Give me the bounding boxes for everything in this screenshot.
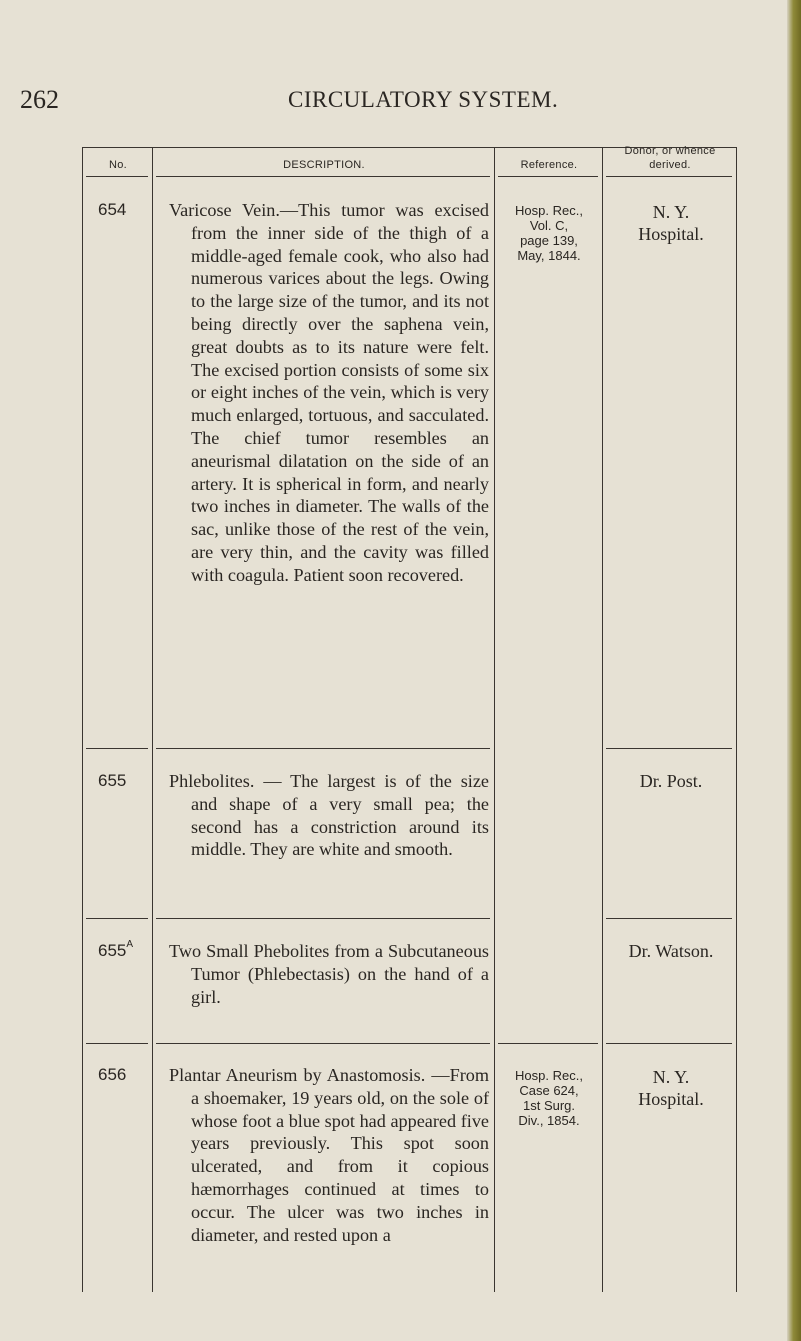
- running-head: CIRCULATORY SYSTEM.: [288, 87, 559, 112]
- entry-number: $655^A$: [98, 939, 134, 960]
- header-rule-reference: [498, 176, 598, 177]
- entry-reference: Hosp. Rec., Vol. C, page 139, May, 1844.: [515, 203, 583, 263]
- entry-reference: Hosp. Rec., Case 624, 1st Surg. Div., 1854.: [515, 1068, 583, 1128]
- entry-donor: N. Y. Hospital.: [638, 1067, 704, 1109]
- row-rule: [86, 1043, 148, 1044]
- row-rule: [606, 748, 732, 749]
- entry-description: Varicose Vein.—This tumor was excised from the inner side of the thigh of a middle-aged female cook, who also had numerous varices about the legs. Owing to the large size of the tumor, and its not being directly over the saphena vein, great doubts as to its nature were felt. The excised portion consists of some six or eight inches of the vein, which is very much enlarged, tortuous, and sacculated. The chief tumor resembles an aneurismal dilatation on the side of an artery. It is spherical in form, and nearly two inches in diameter. The walls of the sac, unlike those of the rest of the vein, are very thin, and the cavity was filled with coagula. Patient soon recovered.: [169, 200, 489, 585]
- header-rule-donor: [606, 176, 732, 177]
- row-rule: [156, 1043, 490, 1044]
- column-rule-reference: [602, 147, 603, 1292]
- entry-description: Plantar Aneurism by Anastomosis. —From a shoemaker, 19 years old, on the sole of whose foot a blue spot had appeared five years previously. This spot soon ulcerated, and from it copious hæmorrhages continued at times to occur. The ulcer was two inches in diameter, and rested upon a: [169, 1065, 489, 1245]
- column-rule-description: [494, 147, 495, 1292]
- entry-description: Two Small Phebolites from a Subcutaneous Tumor (Phlebectasis) on the hand of a girl.: [169, 941, 489, 1007]
- page-number: 262: [20, 85, 59, 114]
- header-rule-no: [86, 176, 148, 177]
- column-header-description: DESCRIPTION.: [283, 159, 365, 171]
- entry-number: 654: [98, 200, 127, 219]
- column-rule-no: [152, 147, 153, 1292]
- entry-description: Phlebolites. — The largest is of the size and shape of a very small pea; the second has a constriction around its middle. They are white and smooth.: [169, 771, 489, 860]
- table-left-rule: [82, 147, 83, 1292]
- entry-number-superscript: A: [126, 939, 134, 950]
- table-right-rule: [736, 147, 737, 1292]
- entry-number: 656: [98, 1065, 127, 1084]
- column-header-donor-line1: Donor, or whence: [624, 145, 716, 157]
- column-header-no: No.: [108, 159, 128, 171]
- page-edge: [787, 0, 801, 1341]
- header-rule-description: [156, 176, 490, 177]
- row-rule: [156, 748, 490, 749]
- entry-donor: Dr. Watson.: [628, 941, 714, 961]
- row-rule: [606, 1043, 732, 1044]
- entry-donor: N. Y. Hospital.: [638, 202, 704, 244]
- row-rule: [498, 1043, 598, 1044]
- entry-number: 655: [98, 771, 127, 790]
- row-rule: [86, 918, 148, 919]
- column-header-donor: [604, 144, 736, 172]
- entry-donor: Dr. Post.: [639, 771, 703, 791]
- row-rule: [86, 748, 148, 749]
- column-header-reference: Reference.: [520, 159, 578, 171]
- row-rule: [156, 918, 490, 919]
- column-header-donor-line2: derived.: [649, 159, 691, 171]
- row-rule: [606, 918, 732, 919]
